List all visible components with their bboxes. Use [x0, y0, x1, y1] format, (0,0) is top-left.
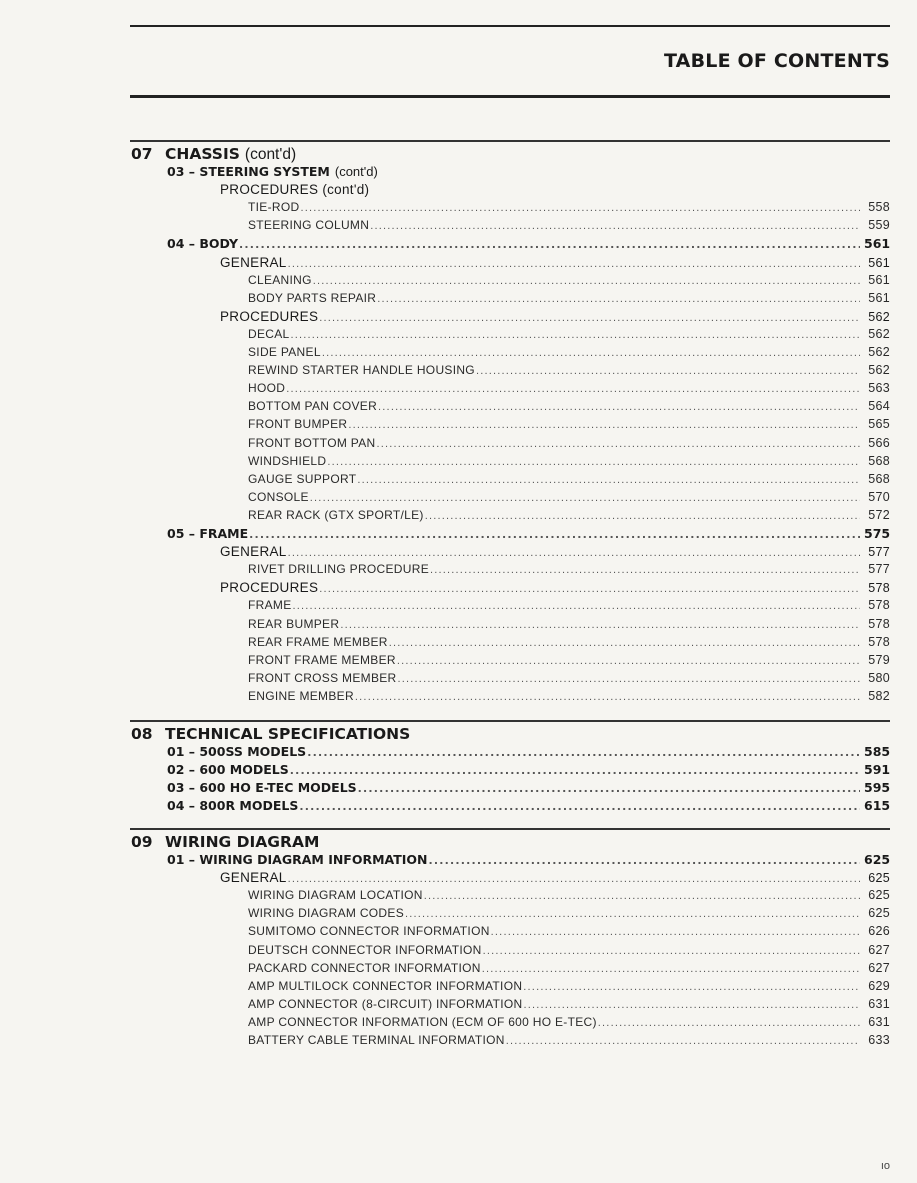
dot-leader — [293, 600, 861, 612]
toc-entry-label: WIRING DIAGRAM CODES — [248, 906, 405, 921]
dot-leader — [598, 1017, 860, 1029]
toc-entry-page: 563 — [868, 381, 890, 396]
toc-entry-label: WINDSHIELD — [248, 453, 327, 468]
toc-entry-label: PROCEDURES (cont'd) — [220, 182, 370, 198]
toc-entry-page: 561 — [868, 290, 890, 305]
toc-entry-label: FRONT FRAME MEMBER — [248, 652, 396, 667]
toc-entry[interactable] — [248, 508, 890, 526]
toc-entry-page: 564 — [868, 399, 890, 414]
dot-leader — [286, 383, 860, 395]
toc-entry-page: 595 — [864, 780, 891, 796]
toc-entry-page: 631 — [868, 1014, 890, 1029]
toc-entry[interactable] — [248, 689, 890, 707]
toc-entry[interactable] — [167, 762, 890, 780]
toc-entry[interactable] — [248, 327, 890, 345]
section-heading — [131, 725, 410, 743]
toc-entry-label: 05 – FRAME — [167, 526, 249, 541]
section-heading — [131, 145, 296, 163]
toc-entry-label: REAR RACK (GTX SPORT/LE) — [248, 507, 424, 522]
toc-entry[interactable] — [167, 236, 890, 254]
toc-entry-label: STEERING COLUMN — [248, 218, 370, 233]
toc-entry-page: 577 — [868, 562, 890, 577]
page-title: TABLE OF CONTENTS — [663, 50, 890, 72]
toc-entry-page: 625 — [868, 871, 890, 886]
dot-leader — [397, 655, 860, 667]
toc-entry-page: 558 — [868, 200, 890, 215]
toc-entry[interactable] — [248, 200, 890, 218]
dot-leader — [239, 238, 860, 251]
toc-entry[interactable] — [248, 218, 890, 236]
section-rule — [130, 720, 890, 722]
toc-entry[interactable] — [248, 345, 890, 363]
toc-entry[interactable] — [220, 870, 890, 888]
toc-entry-page: 582 — [868, 688, 890, 703]
toc-entry — [220, 182, 890, 200]
toc-entry-label: 01 – 500SS MODELS — [167, 744, 307, 759]
toc-entry[interactable] — [248, 924, 890, 942]
dot-leader — [322, 347, 860, 359]
dot-leader — [249, 528, 860, 541]
toc-entry-label: AMP MULTILOCK CONNECTOR INFORMATION — [248, 978, 523, 993]
toc-entry-page: 633 — [868, 1033, 890, 1047]
toc-entry-page: 579 — [868, 652, 890, 667]
toc-entry[interactable] — [248, 653, 890, 671]
section-contd: (cont'd) — [244, 146, 297, 163]
toc-entry[interactable] — [248, 562, 890, 580]
dot-leader — [288, 547, 860, 559]
dot-leader — [300, 202, 860, 214]
section-title: CHASSIS — [165, 145, 240, 163]
dot-leader — [290, 764, 860, 777]
toc-entry-page: 629 — [868, 978, 890, 993]
dot-leader — [506, 1035, 860, 1047]
toc-entry[interactable] — [248, 943, 890, 961]
section-number: 09 — [131, 833, 153, 851]
toc-entry-label: WIRING DIAGRAM LOCATION — [248, 888, 423, 903]
toc-entry-label: BATTERY CABLE TERMINAL INFORMATION — [248, 1033, 505, 1047]
toc-entry-label: PROCEDURES — [220, 308, 319, 324]
toc-entry-page: 559 — [868, 218, 890, 233]
toc-entry[interactable] — [248, 363, 890, 381]
toc-entry-label: SUMITOMO CONNECTOR INFORMATION — [248, 924, 490, 939]
toc-entry-page: 627 — [868, 960, 890, 975]
top-rule — [130, 25, 890, 27]
dot-leader — [523, 999, 860, 1011]
toc-entry-page: 561 — [868, 272, 890, 287]
section-heading — [131, 833, 319, 851]
toc-entry[interactable] — [248, 1015, 890, 1033]
toc-entry-page: 578 — [868, 634, 890, 649]
dot-leader — [288, 258, 860, 270]
toc-entry-label: 04 – BODY — [167, 236, 239, 252]
dot-leader — [483, 945, 860, 957]
toc-entry-page: 585 — [864, 744, 891, 759]
toc-entry-label: ENGINE MEMBER — [248, 688, 354, 703]
dot-leader — [405, 908, 860, 920]
dot-leader — [429, 854, 861, 867]
toc-entry-label: REWIND STARTER HANDLE HOUSING — [248, 363, 475, 378]
toc-entry-label: GENERAL — [220, 870, 287, 886]
dot-leader — [377, 293, 860, 305]
toc-entry[interactable] — [167, 780, 890, 798]
toc-entry-label: FRONT BOTTOM PAN — [248, 435, 376, 450]
toc-entry-page: 575 — [864, 526, 891, 541]
dot-leader — [319, 583, 860, 595]
toc-entry-label: PROCEDURES — [220, 580, 319, 596]
toc-entry-contd: (cont'd) — [334, 164, 378, 179]
toc-entry-page: 626 — [868, 924, 890, 939]
toc-entry[interactable] — [248, 1033, 890, 1051]
dot-leader — [327, 456, 860, 468]
toc-entry-page: 570 — [868, 489, 890, 504]
toc-entry-page: 562 — [868, 363, 890, 378]
toc-entry-label: 02 – 600 MODELS — [167, 762, 289, 778]
dot-leader — [288, 873, 860, 885]
toc-entry-label: 03 – STEERING SYSTEM — [167, 164, 330, 179]
toc-entry-label: GENERAL — [220, 254, 287, 270]
dot-leader — [370, 220, 860, 232]
toc-entry-label: GAUGE SUPPORT — [248, 471, 357, 486]
toc-entry[interactable] — [248, 961, 890, 979]
toc-entry[interactable] — [248, 997, 890, 1015]
dot-leader — [358, 782, 860, 795]
toc-entry-page: 580 — [868, 670, 890, 685]
toc-entry-page: 565 — [868, 417, 890, 432]
toc-entry[interactable] — [248, 454, 890, 472]
section-title: WIRING DIAGRAM — [165, 833, 320, 851]
toc-entry-page: 578 — [868, 581, 890, 596]
toc-entry-label: 01 – WIRING DIAGRAM INFORMATION — [167, 852, 428, 867]
dot-leader — [313, 275, 860, 287]
toc-entry[interactable] — [248, 979, 890, 997]
toc-entry-label: AMP CONNECTOR (8-CIRCUIT) INFORMATION — [248, 996, 523, 1011]
toc-entry-label: REAR BUMPER — [248, 616, 340, 631]
toc-entry-page: 562 — [868, 309, 890, 324]
toc-entry[interactable] — [167, 526, 890, 544]
section-rule — [130, 828, 890, 830]
toc-entry[interactable] — [248, 291, 890, 309]
toc-entry-page: 572 — [868, 507, 890, 522]
toc-entry-label: 03 – 600 HO E-TEC MODELS — [167, 780, 357, 796]
toc-entry[interactable] — [220, 255, 890, 273]
section-rule — [130, 140, 890, 142]
dot-leader — [376, 438, 860, 450]
toc-entry-label: CONSOLE — [248, 489, 309, 504]
dot-leader — [378, 401, 860, 413]
dot-leader — [307, 746, 860, 759]
toc-entry[interactable] — [248, 399, 890, 417]
toc-entry-label: FRAME — [248, 598, 292, 613]
toc-entry-label: AMP CONNECTOR INFORMATION (ECM OF 600 HO E-TEC) — [248, 1014, 597, 1029]
toc-entry-page: 625 — [868, 888, 890, 903]
toc-entry-label: REAR FRAME MEMBER — [248, 634, 388, 649]
toc-entry-label: PACKARD CONNECTOR INFORMATION — [248, 960, 481, 975]
dot-leader — [340, 619, 860, 631]
toc-entry-label: CLEANING — [248, 272, 312, 287]
dot-leader — [319, 312, 860, 324]
dot-leader — [424, 890, 860, 902]
toc-entry-label: BODY PARTS REPAIR — [248, 290, 377, 305]
toc-entry-page: 568 — [868, 471, 890, 486]
toc-entry[interactable] — [167, 798, 890, 816]
toc-entry-page: 561 — [868, 255, 890, 270]
section-number: 07 — [131, 145, 153, 163]
toc-entry[interactable] — [248, 436, 890, 454]
dot-leader — [523, 981, 860, 993]
dot-leader — [430, 564, 860, 576]
toc-entry[interactable] — [248, 490, 890, 508]
toc-entry-label: DEUTSCH CONNECTOR INFORMATION — [248, 942, 482, 957]
dot-leader — [398, 673, 860, 685]
toc-entry-label: 04 – 800R MODELS — [167, 798, 299, 814]
toc-entry[interactable] — [248, 273, 890, 291]
toc-entry-page: 591 — [864, 762, 891, 778]
toc-entry-label: SIDE PANEL — [248, 345, 321, 359]
toc-entry[interactable] — [220, 580, 890, 598]
dot-leader — [348, 419, 860, 431]
toc-entry[interactable] — [220, 309, 890, 327]
toc-entry[interactable] — [248, 617, 890, 635]
toc-entry[interactable] — [167, 852, 890, 870]
toc-entry[interactable] — [248, 417, 890, 435]
toc-entry-page: 631 — [868, 996, 890, 1011]
toc-entry[interactable] — [248, 472, 890, 490]
toc-entry-label: HOOD — [248, 381, 286, 396]
toc-entry-label: BOTTOM PAN COVER — [248, 399, 378, 414]
toc-entry-page: 562 — [868, 326, 890, 341]
toc-entry-page: 625 — [868, 906, 890, 921]
toc-entry[interactable] — [248, 906, 890, 924]
section-title: TECHNICAL SPECIFICATIONS — [165, 725, 411, 743]
dot-leader — [299, 800, 860, 813]
dot-leader — [355, 691, 860, 703]
dot-leader — [425, 510, 860, 522]
toc-entry-page: 625 — [864, 852, 891, 867]
dot-leader — [389, 637, 860, 649]
toc-entry-page: 561 — [864, 236, 891, 252]
toc-entry-page: 566 — [868, 435, 890, 450]
dot-leader — [310, 492, 860, 504]
dot-leader — [482, 963, 860, 975]
dot-leader — [357, 474, 860, 486]
toc-entry-label: FRONT CROSS MEMBER — [248, 670, 397, 685]
toc-entry[interactable] — [167, 744, 890, 762]
page-number: ıo — [880, 1160, 890, 1172]
toc-entry-page: 562 — [868, 345, 890, 359]
toc-entry-label: GENERAL — [220, 544, 287, 560]
toc-entry[interactable] — [248, 381, 890, 399]
toc-entry[interactable] — [248, 671, 890, 689]
toc-entry[interactable] — [248, 888, 890, 906]
toc-entry-label: DECAL — [248, 326, 290, 341]
toc-entry-page: 568 — [868, 453, 890, 468]
toc-entry-page: 615 — [864, 798, 891, 814]
dot-leader — [491, 926, 860, 938]
dot-leader — [291, 329, 860, 341]
toc-entry[interactable] — [248, 635, 890, 653]
dot-leader — [476, 365, 860, 377]
toc-entry-page: 578 — [868, 598, 890, 613]
toc-entry-page: 577 — [868, 545, 890, 560]
toc-entry-label: FRONT BUMPER — [248, 417, 348, 432]
section-number: 08 — [131, 725, 153, 743]
toc-entry[interactable] — [220, 544, 890, 562]
toc-entry-page: 627 — [868, 942, 890, 957]
toc-entry-page: 578 — [868, 616, 890, 631]
toc-entry[interactable] — [248, 598, 890, 616]
toc-entry-label: RIVET DRILLING PROCEDURE — [248, 562, 430, 577]
toc-entry — [167, 164, 890, 182]
toc-entry-label: TIE-ROD — [248, 200, 300, 215]
header-rule — [130, 95, 890, 98]
